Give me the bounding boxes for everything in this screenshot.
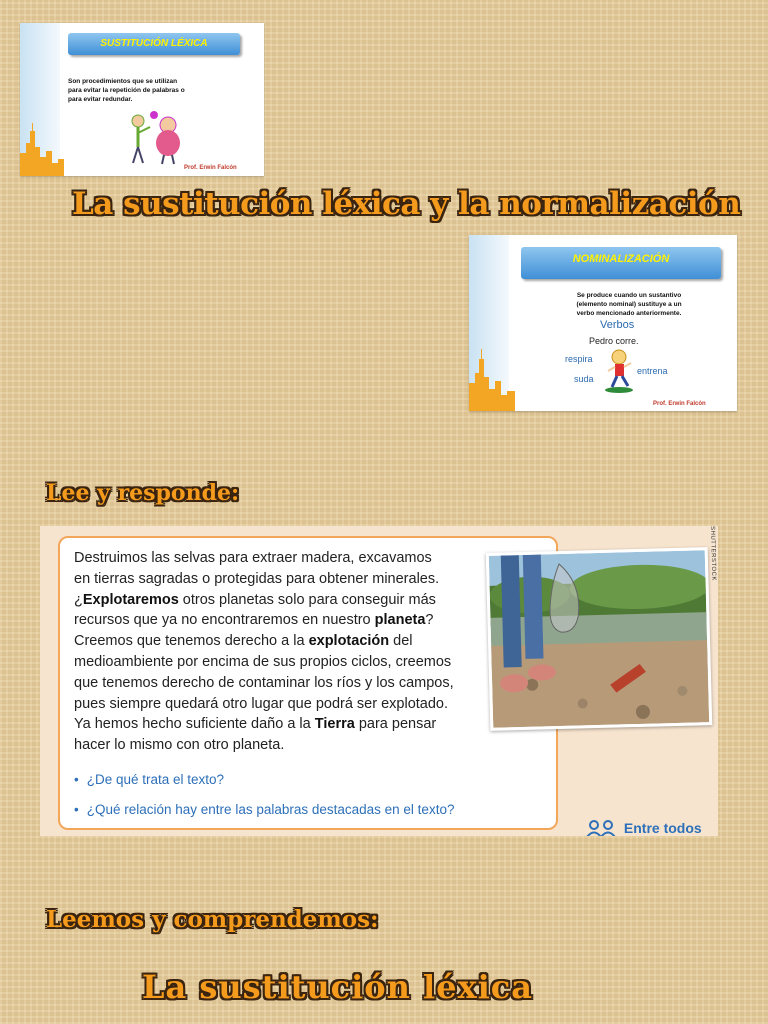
slide-thumbnail-sustitucion [20,23,264,176]
example-sentence: Pedro corre. [589,336,639,346]
city-skyline-icon [20,123,64,176]
verb-respira: respira [565,354,593,364]
slide-author: Prof. Erwin Falcón [653,401,706,407]
section-heading-lee: Lee y responde: [46,480,240,506]
highlight-tierra: Tierra [314,716,355,733]
city-skyline-icon [469,349,515,411]
section-heading-sustitucion: La sustitución léxica [142,968,534,1006]
reading-card [58,536,558,830]
bullet-icon: • [74,772,79,787]
main-title: La sustitución léxica y la normalización [72,186,741,222]
group-people-icon [586,820,616,836]
verb-suda: suda [574,374,594,384]
slide-banner: SUSTITUCIÓN LÉXICA [68,33,240,55]
verb-entrena: entrena [637,366,668,376]
photo-credit: SHUTTERSTOCK [709,526,717,582]
verbs-heading: Verbos [600,319,635,331]
bullet-icon: • [74,802,79,817]
highlight-planeta: planeta [374,612,426,629]
question-2: • ¿Qué relación hay entre las palabras destacadas en el texto? [74,802,455,817]
highlight-explotaremos: Explotaremos [82,591,179,608]
group-activity-footer: Entre todos [586,820,702,836]
slide-banner: NOMINALIZACIÓN [521,247,721,279]
slide-definition: Son procedimientos que se utilizan para evitar la repetición de palabras o para evitar redundar. [68,78,185,103]
reading-passage: Destruimos las selvas para extraer madera, excavamos en tierras sagradas o protegidas para obtener minerales. ¿Explotaremos otros planetas solo para conseguir más recursos que ya no encontraremos en nuestro planeta? Creemos que tenemos derecho a la explotación del medioambiente por encima de sus propios ciclos, creemos que tenemos derecho de contaminar los ríos y los campos, pues siempre quedará otro lugar que podrá ser explotado. Ya hemos hecho suficiente daño a la Tierra para pensar hacer lo mismo con otro planeta. [74,550,454,754]
reading-panel [40,526,718,836]
highlight-explotacion: explotación [308,633,390,650]
slide-thumbnail-nominalizacion [469,235,737,411]
section-heading-leemos: Leemos y comprendemos: [46,906,379,933]
question-1: • ¿De qué trata el texto? [74,772,225,787]
running-boy-icon [603,347,637,393]
cartoon-people-icon [124,109,190,165]
slide-definition: Se produce cuando un sustantivo (elemento nominal) sustituye a un verbo mencionado anteriormente. [576,292,682,317]
slide-author: Prof. Erwin Falcón [184,165,237,171]
river-pollution-photo [486,526,717,731]
photo-image [489,550,709,728]
